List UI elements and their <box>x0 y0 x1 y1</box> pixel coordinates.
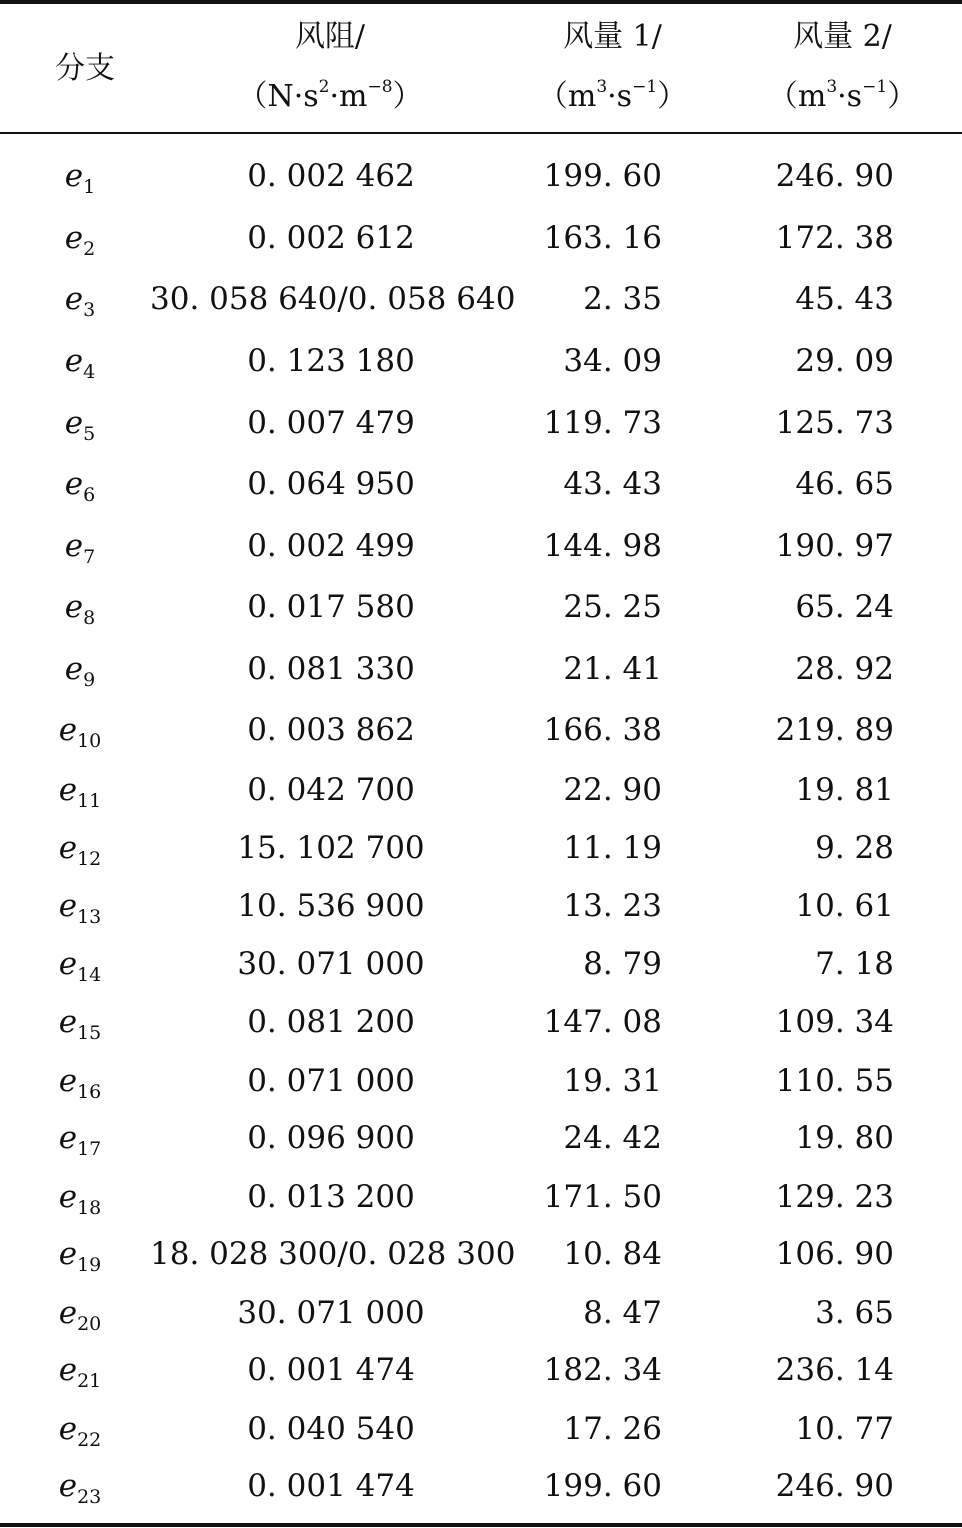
branch-cell <box>40 341 120 381</box>
branch-letter: e <box>58 1352 78 1388</box>
resistance-cell: 0. 013 200 <box>247 1179 415 1215</box>
flow1-cell: 119. 73 <box>543 405 662 441</box>
branch-cell <box>40 526 120 566</box>
branch-letter: e <box>58 1411 78 1447</box>
branch-index: 4 <box>83 361 96 383</box>
table-bottom-rule <box>0 1523 962 1527</box>
branch-index: 5 <box>83 423 96 445</box>
branch-letter: e <box>64 589 84 625</box>
branch-cell <box>40 1234 120 1274</box>
branch-cell <box>40 649 120 689</box>
branch-index: 23 <box>77 1486 102 1508</box>
flow2-cell: 246. 90 <box>775 158 894 194</box>
resistance-cell: 0. 096 900 <box>247 1120 415 1156</box>
table-row <box>0 770 962 810</box>
branch-letter: e <box>58 888 78 924</box>
flow2-cell: 109. 34 <box>775 1004 894 1040</box>
flow1-cell: 17. 26 <box>563 1411 662 1447</box>
unit-exponent: 3 <box>596 77 608 97</box>
branch-index: 2 <box>83 238 96 260</box>
branch-letter: e <box>64 220 84 256</box>
branch-index: 18 <box>77 1197 102 1219</box>
resistance-cell: 0. 007 479 <box>247 405 415 441</box>
flow2-cell: 65. 24 <box>795 589 894 625</box>
branch-cell <box>40 886 120 926</box>
branch-cell <box>40 1002 120 1042</box>
flow1-cell: 166. 38 <box>543 712 662 748</box>
table-row <box>0 403 962 443</box>
unit-exponent: −8 <box>367 77 393 97</box>
flow1-cell: 8. 79 <box>583 946 662 982</box>
header-branch: 分支 <box>55 51 115 86</box>
flow1-cell: 144. 98 <box>543 528 662 564</box>
unit-text: ） <box>657 79 688 114</box>
branch-letter: e <box>64 281 84 317</box>
flow1-cell: 11. 19 <box>563 830 662 866</box>
flow2-cell: 106. 90 <box>775 1236 894 1272</box>
flow2-cell: 19. 81 <box>795 772 894 808</box>
resistance-cell: 10. 536 900 <box>237 888 425 924</box>
table-row <box>0 464 962 504</box>
flow2-cell: 246. 90 <box>775 1468 894 1504</box>
resistance-cell: 15. 102 700 <box>237 830 425 866</box>
header-resistance-unit <box>200 77 460 114</box>
branch-letter: e <box>58 1179 78 1215</box>
branch-cell <box>40 828 120 868</box>
table-row <box>0 1234 962 1274</box>
branch-index: 10 <box>77 730 102 752</box>
flow2-cell: 110. 55 <box>775 1063 894 1099</box>
branch-index: 12 <box>77 848 102 870</box>
unit-text: ） <box>887 79 918 114</box>
resistance-cell: 0. 081 200 <box>247 1004 415 1040</box>
flow2-cell: 236. 14 <box>775 1352 894 1388</box>
flow1-cell: 163. 16 <box>543 220 662 256</box>
table-row <box>0 944 962 984</box>
branch-cell <box>40 1118 120 1158</box>
flow2-cell: 3. 65 <box>815 1295 894 1331</box>
branch-cell <box>40 1350 120 1390</box>
branch-index: 21 <box>77 1370 102 1392</box>
table-row <box>0 1293 962 1333</box>
branch-cell <box>40 403 120 443</box>
branch-letter: e <box>58 1468 78 1504</box>
resistance-cell: 0. 017 580 <box>247 589 415 625</box>
header-flow1-unit <box>500 77 725 114</box>
flow1-cell: 34. 09 <box>563 343 662 379</box>
table-row <box>0 710 962 750</box>
unit-exponent: 2 <box>318 77 330 97</box>
branch-cell <box>40 279 120 319</box>
flow2-cell: 45. 43 <box>795 281 894 317</box>
branch-cell <box>40 1177 120 1217</box>
flow2-cell: 129. 23 <box>775 1179 894 1215</box>
table-row <box>0 886 962 926</box>
table-row <box>0 1350 962 1390</box>
flow1-cell: 147. 08 <box>543 1004 662 1040</box>
resistance-cell: 30. 058 640/0. 058 640 <box>150 281 516 317</box>
branch-letter: e <box>58 772 78 808</box>
branch-cell <box>40 218 120 258</box>
flow2-cell: 46. 65 <box>795 466 894 502</box>
branch-index: 20 <box>77 1313 102 1335</box>
branch-cell <box>40 464 120 504</box>
flow2-cell: 10. 77 <box>795 1411 894 1447</box>
unit-text: ） <box>392 79 423 114</box>
branch-cell <box>40 1466 120 1506</box>
table-row <box>0 1177 962 1217</box>
flow1-cell: 171. 50 <box>543 1179 662 1215</box>
branch-cell <box>40 1409 120 1449</box>
table-row <box>0 156 962 196</box>
branch-index: 3 <box>83 299 96 321</box>
flow1-cell: 2. 35 <box>583 281 662 317</box>
flow2-cell: 172. 38 <box>775 220 894 256</box>
resistance-cell: 0. 123 180 <box>247 343 415 379</box>
flow2-cell: 29. 09 <box>795 343 894 379</box>
flow1-cell: 43. 43 <box>563 466 662 502</box>
resistance-cell: 0. 001 474 <box>247 1468 415 1504</box>
flow2-cell: 190. 97 <box>775 528 894 564</box>
table-row <box>0 1409 962 1449</box>
unit-text: （m <box>767 79 827 114</box>
branch-index: 14 <box>77 964 102 986</box>
table-row <box>0 587 962 627</box>
branch-cell <box>40 1293 120 1333</box>
branch-letter: e <box>58 1004 78 1040</box>
branch-index: 15 <box>77 1022 102 1044</box>
resistance-cell: 0. 001 474 <box>247 1352 415 1388</box>
branch-index: 7 <box>83 546 96 568</box>
flow1-cell: 13. 23 <box>563 888 662 924</box>
table-row <box>0 341 962 381</box>
branch-index: 9 <box>83 669 96 691</box>
resistance-cell: 0. 064 950 <box>247 466 415 502</box>
header-flow2-unit <box>730 77 955 114</box>
branch-cell <box>40 1061 120 1101</box>
branch-letter: e <box>64 466 84 502</box>
unit-text: （m <box>537 79 597 114</box>
flow1-cell: 21. 41 <box>563 651 662 687</box>
branch-letter: e <box>64 651 84 687</box>
table-row <box>0 1061 962 1101</box>
branch-index: 17 <box>77 1138 102 1160</box>
resistance-cell: 0. 002 612 <box>247 220 415 256</box>
flow1-cell: 22. 90 <box>563 772 662 808</box>
flow2-cell: 28. 92 <box>795 651 894 687</box>
flow2-cell: 19. 80 <box>795 1120 894 1156</box>
unit-exponent: −1 <box>632 77 658 97</box>
branch-letter: e <box>58 712 78 748</box>
flow1-cell: 10. 84 <box>563 1236 662 1272</box>
branch-letter: e <box>64 158 84 194</box>
table-row <box>0 828 962 868</box>
unit-exponent: 3 <box>826 77 838 97</box>
flow2-cell: 9. 28 <box>815 830 894 866</box>
branch-index: 11 <box>77 790 102 812</box>
branch-index: 19 <box>77 1254 102 1276</box>
resistance-cell: 0. 081 330 <box>247 651 415 687</box>
branch-letter: e <box>64 405 84 441</box>
resistance-cell: 0. 003 862 <box>247 712 415 748</box>
branch-cell <box>40 770 120 810</box>
table-header <box>0 4 962 132</box>
branch-cell <box>40 156 120 196</box>
flow2-cell: 125. 73 <box>775 405 894 441</box>
resistance-cell: 0. 002 462 <box>247 158 415 194</box>
table-row <box>0 279 962 319</box>
unit-text: ·s <box>837 79 863 114</box>
branch-index: 22 <box>77 1429 102 1451</box>
resistance-cell: 0. 042 700 <box>247 772 415 808</box>
unit-text: ·s <box>607 79 633 114</box>
branch-cell <box>40 587 120 627</box>
flow2-cell: 219. 89 <box>775 712 894 748</box>
unit-text: （N·s <box>237 79 319 114</box>
branch-letter: e <box>58 1120 78 1156</box>
unit-text: ·m <box>329 79 368 114</box>
flow1-cell: 182. 34 <box>543 1352 662 1388</box>
header-separator-rule <box>0 132 962 134</box>
branch-cell <box>40 710 120 750</box>
header-flow1-title: 风量 1/ <box>563 19 662 54</box>
flow2-cell: 7. 18 <box>815 946 894 982</box>
header-resistance-title: 风阻/ <box>294 19 366 54</box>
flow1-cell: 25. 25 <box>563 589 662 625</box>
branch-index: 1 <box>83 176 96 198</box>
branch-index: 6 <box>83 484 96 506</box>
table-row <box>0 1002 962 1042</box>
table-row <box>0 1118 962 1158</box>
resistance-cell: 30. 071 000 <box>237 1295 425 1331</box>
flow1-cell: 8. 47 <box>583 1295 662 1331</box>
resistance-cell: 0. 071 000 <box>247 1063 415 1099</box>
branch-letter: e <box>58 1236 78 1272</box>
branch-letter: e <box>58 1295 78 1331</box>
header-flow2-title: 风量 2/ <box>793 19 892 54</box>
branch-letter: e <box>64 343 84 379</box>
branch-cell <box>40 944 120 984</box>
branch-letter: e <box>58 1063 78 1099</box>
table-row <box>0 218 962 258</box>
resistance-cell: 0. 002 499 <box>247 528 415 564</box>
flow1-cell: 19. 31 <box>563 1063 662 1099</box>
flow1-cell: 199. 60 <box>543 158 662 194</box>
table-row <box>0 526 962 566</box>
table-row <box>0 649 962 689</box>
branch-letter: e <box>58 830 78 866</box>
flow1-cell: 24. 42 <box>563 1120 662 1156</box>
resistance-cell: 0. 040 540 <box>247 1411 415 1447</box>
resistance-cell: 18. 028 300/0. 028 300 <box>150 1236 516 1272</box>
branch-index: 13 <box>77 906 102 928</box>
branch-index: 16 <box>77 1081 102 1103</box>
branch-letter: e <box>58 946 78 982</box>
branch-index: 8 <box>83 607 96 629</box>
branch-letter: e <box>64 528 84 564</box>
unit-exponent: −1 <box>862 77 888 97</box>
flow1-cell: 199. 60 <box>543 1468 662 1504</box>
table-row <box>0 1466 962 1506</box>
resistance-cell: 30. 071 000 <box>237 946 425 982</box>
flow2-cell: 10. 61 <box>795 888 894 924</box>
